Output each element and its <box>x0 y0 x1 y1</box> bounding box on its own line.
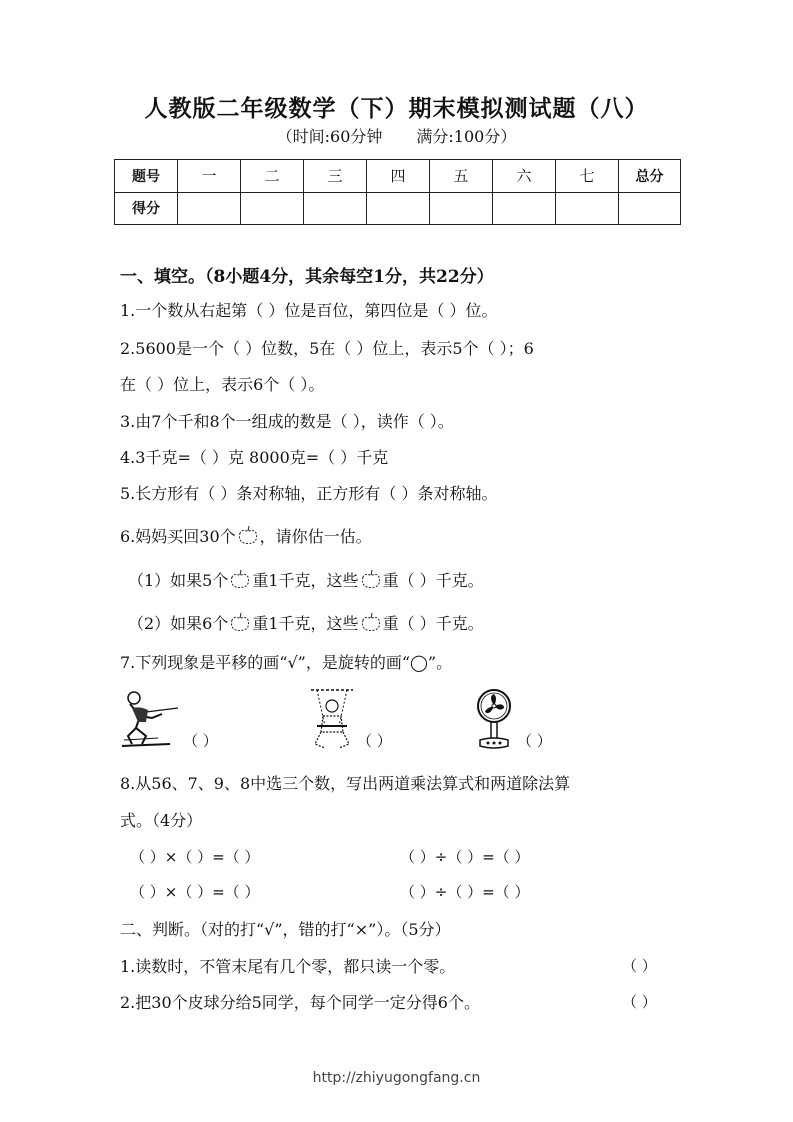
q7-answer-blank-3[interactable]: （ ） <box>517 732 552 750</box>
score-table-header-row <box>115 160 681 193</box>
question-6-text: 6.妈妈买回30个 <box>120 527 236 546</box>
question-8-line-2: 式。（4分） <box>120 811 203 830</box>
apple-icon <box>228 612 252 632</box>
score-cell[interactable] <box>178 192 241 225</box>
section-2-heading: 二、判断。（对的打“√”，错的打“×”）。（5分） <box>120 920 451 939</box>
footer-url: http://zhiyugongfang.cn <box>312 1070 481 1086</box>
score-cell[interactable] <box>430 192 493 225</box>
score-cell[interactable] <box>619 192 681 225</box>
page-title: 人教版二年级数学（下）期末模拟测试题（八） <box>144 95 649 122</box>
score-cell[interactable] <box>367 192 430 225</box>
question-2-line-1: 2.5600是一个（ ）位数，5在（ ）位上，表示5个（ ）；6 <box>120 339 534 358</box>
question-6-1-mid: 重1千克，这些 <box>252 571 359 590</box>
judge-answer-blank-2[interactable]: （ ） <box>622 993 657 1011</box>
question-6 <box>120 524 372 547</box>
question-6-part-2 <box>128 611 484 634</box>
question-7: 7.下列现象是平移的画“√”，是旋转的画“◯”。 <box>120 653 453 672</box>
section-1-heading: 一、填空。（8小题4分，其余每空1分，共22分） <box>120 267 494 287</box>
multiplication-equation-2[interactable]: （ ）×（ ）=（ ） <box>130 883 260 901</box>
question-5: 5.长方形有（ ）条对称轴，正方形有（ ）条对称轴。 <box>120 484 498 503</box>
question-4: 4.3千克=（ ）克 8000克=（ ）千克 <box>120 448 389 467</box>
full-score: 满分:100分） <box>416 127 517 146</box>
table-header-cell: 二 <box>241 160 304 193</box>
table-header-cell: 六 <box>493 160 556 193</box>
skier-icon <box>118 688 182 750</box>
score-cell[interactable] <box>304 192 367 225</box>
electric-fan-icon <box>474 688 514 750</box>
table-header-cell: 五 <box>430 160 493 193</box>
apple-icon <box>228 569 252 589</box>
table-header-cell: 一 <box>178 160 241 193</box>
question-3: 3.由7个千和8个一组成的数是（ ），读作（ ）。 <box>120 412 454 431</box>
score-table <box>114 159 681 225</box>
score-table-score-row <box>115 192 681 225</box>
table-row-label: 得分 <box>115 192 178 225</box>
q7-answer-blank-1[interactable]: （ ） <box>183 732 218 750</box>
table-header-cell: 题号 <box>115 160 178 193</box>
table-header-cell: 总分 <box>619 160 681 193</box>
question-6-1-end: 重（ ）千克。 <box>382 571 484 590</box>
question-2-line-2: 在（ ）位上，表示6个（ ）。 <box>120 375 325 394</box>
apple-icon <box>359 569 383 589</box>
time-limit: （时间:60分钟 <box>276 127 383 146</box>
table-header-cell: 三 <box>304 160 367 193</box>
question-6-text-end: ，请你估一估。 <box>259 527 372 546</box>
multiplication-equation-1[interactable]: （ ）×（ ）=（ ） <box>130 848 260 866</box>
score-cell[interactable] <box>241 192 304 225</box>
question-6-1-text: （1）如果5个 <box>128 571 229 590</box>
score-cell[interactable] <box>493 192 556 225</box>
question-8-line-1: 8.从56、7、9、8中选三个数，写出两道乘法算式和两道除法算 <box>120 774 571 793</box>
question-6-2-end: 重（ ）千克。 <box>382 614 484 633</box>
division-equation-1[interactable]: （ ）÷（ ）=（ ） <box>400 848 530 866</box>
table-header-cell: 七 <box>556 160 619 193</box>
table-header-cell: 四 <box>367 160 430 193</box>
division-equation-2[interactable]: （ ）÷（ ）=（ ） <box>400 883 530 901</box>
judge-question-2: 2.把30个皮球分给5同学，每个同学一定分得6个。 <box>120 993 480 1012</box>
question-1: 1.一个数从右起第（ ）位是百位，第四位是（ ）位。 <box>120 301 498 320</box>
page-subtitle <box>0 124 793 147</box>
question-6-2-mid: 重1千克，这些 <box>252 614 359 633</box>
question-6-2-text: （2）如果6个 <box>128 614 229 633</box>
score-cell[interactable] <box>556 192 619 225</box>
apple-icon <box>359 612 383 632</box>
q7-answer-blank-2[interactable]: （ ） <box>357 732 392 750</box>
swing-icon <box>305 686 359 750</box>
question-6-part-1 <box>128 568 484 591</box>
apple-icon <box>236 525 260 545</box>
judge-answer-blank-1[interactable]: （ ） <box>622 957 657 975</box>
judge-question-1: 1.读数时，不管末尾有几个零，都只读一个零。 <box>120 957 456 976</box>
